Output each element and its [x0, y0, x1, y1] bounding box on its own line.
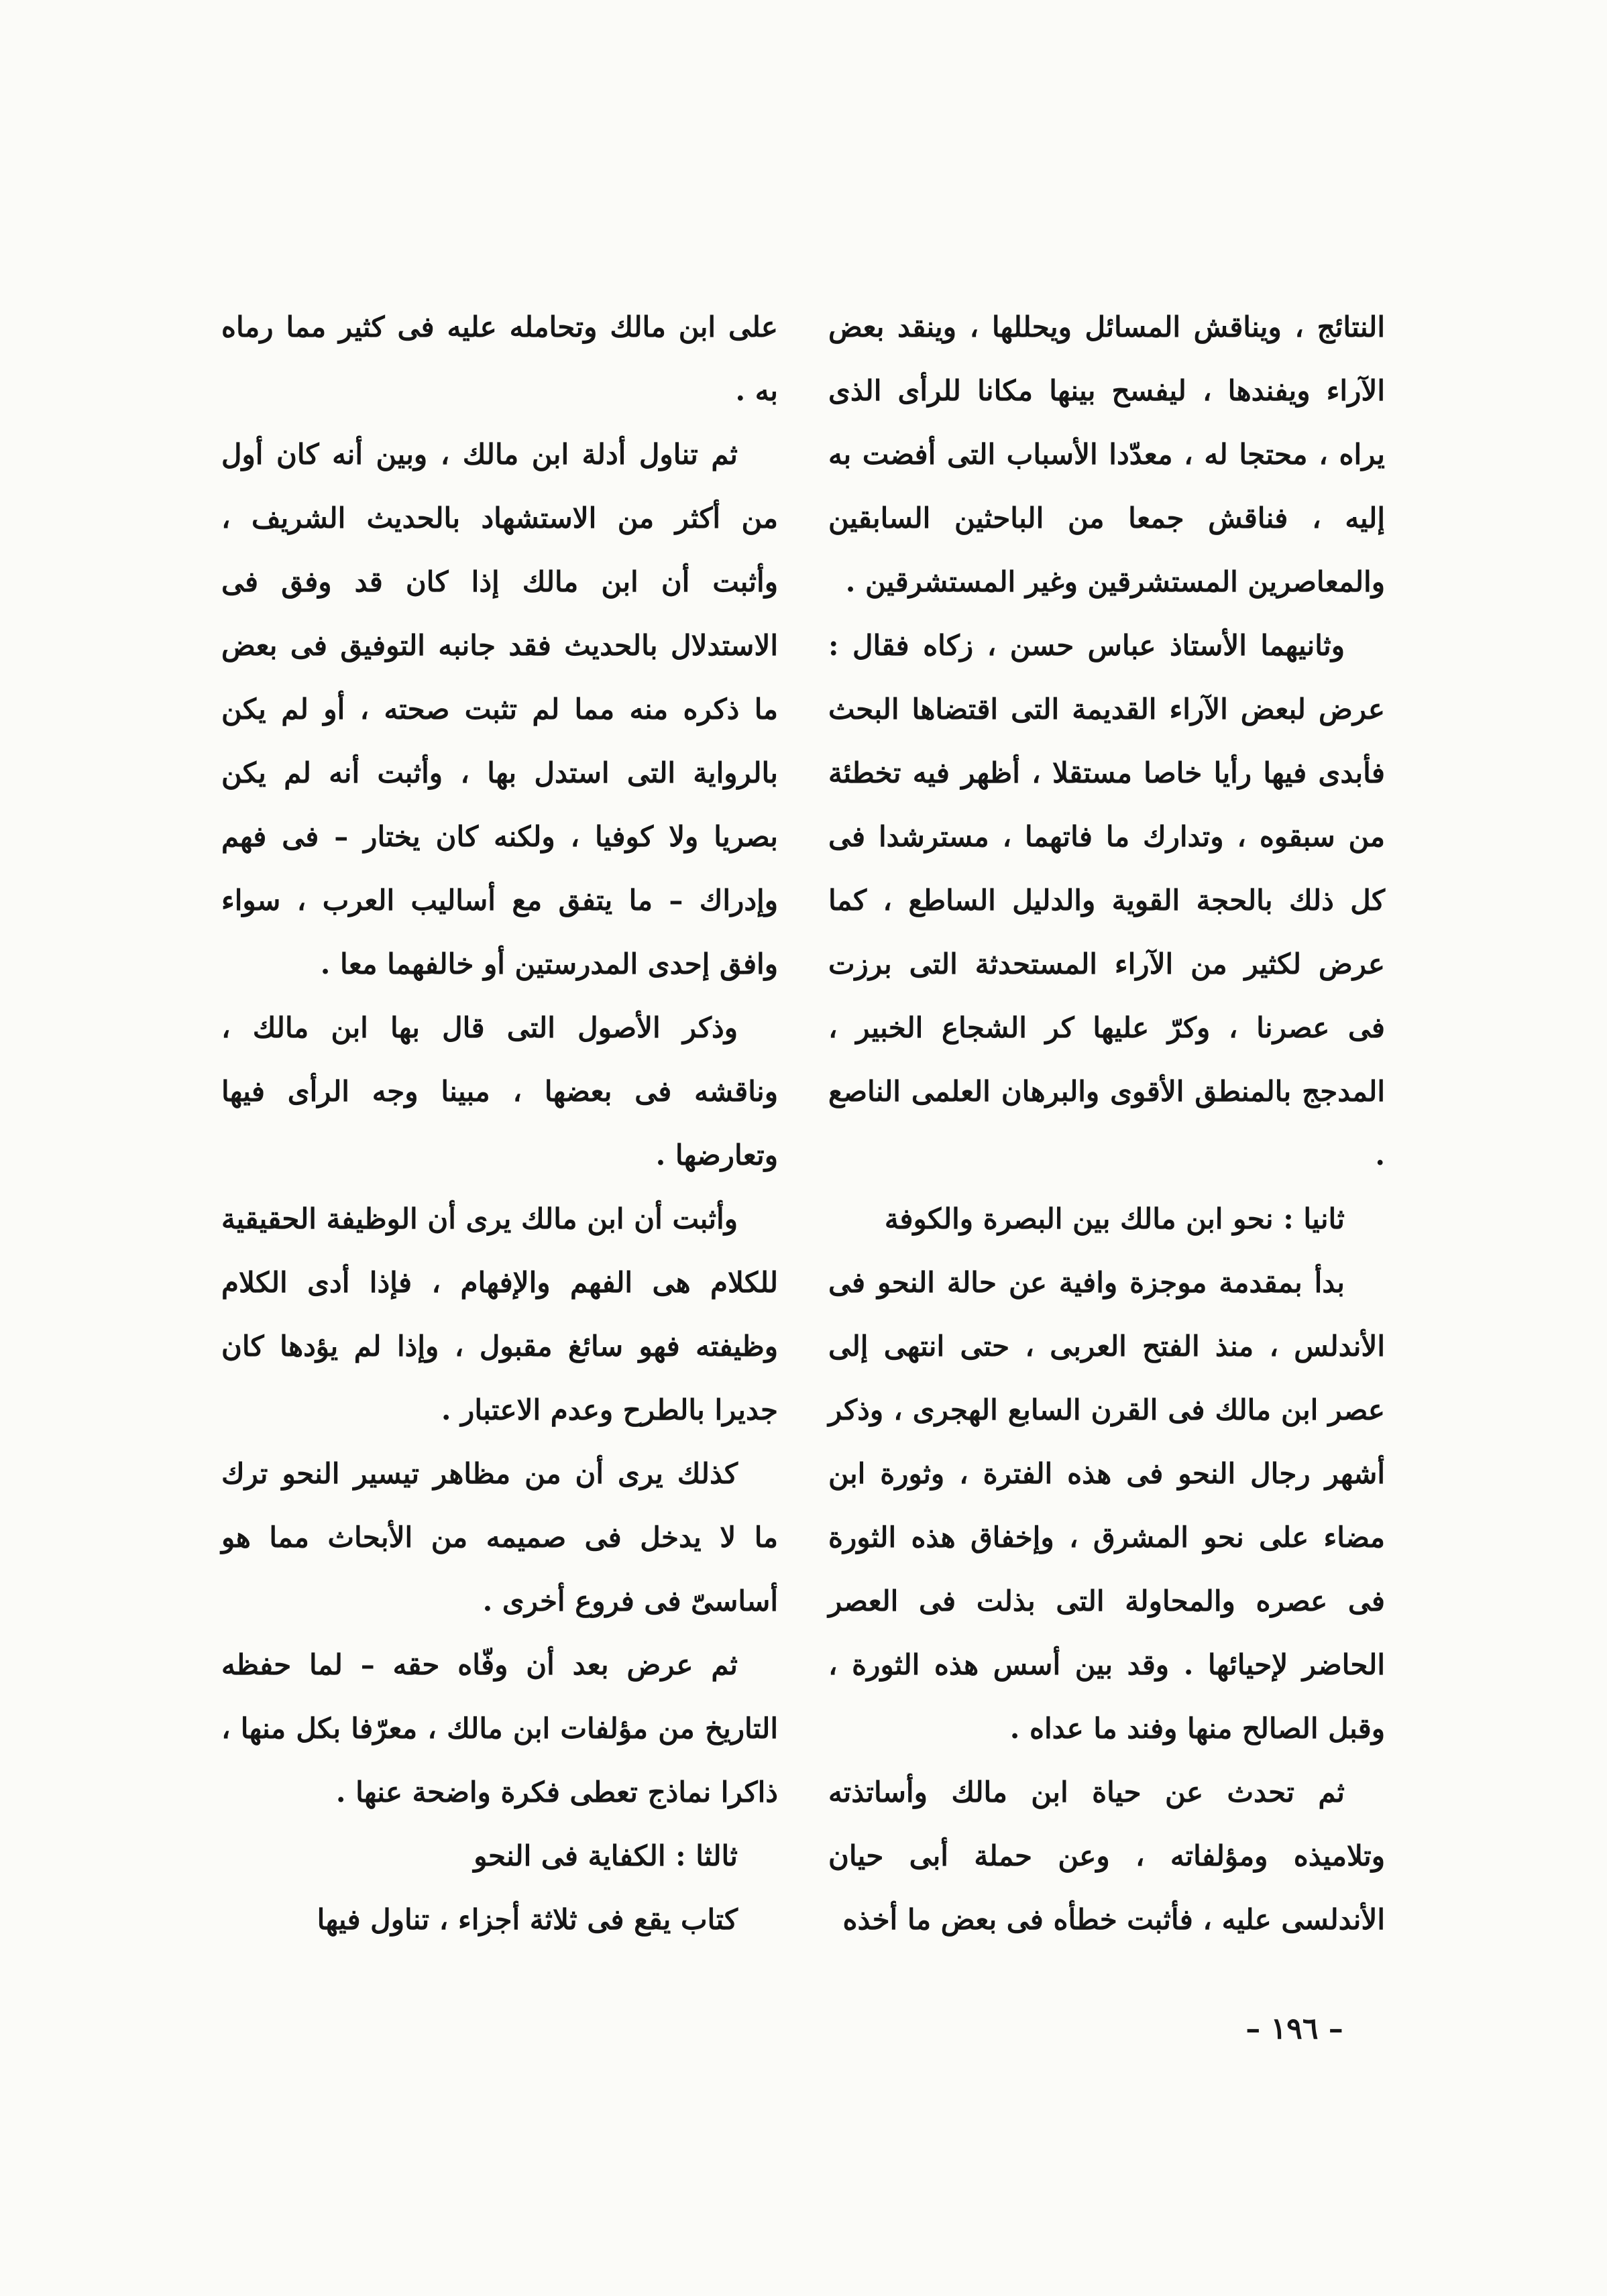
right-paragraph-4: ثم تحدث عن حياة ابن مالك وأساتذته وتلاميذه ومؤلفاته ، وعن حملة أبى حيان الأندلسى عليه ، فأثبت خطأه فى بعض ما أخذه — [828, 1776, 1385, 1936]
left-column — [221, 295, 778, 1951]
left-paragraph-7: كتاب يقع فى ثلاثة أجزاء ، تناول فيها — [317, 1903, 738, 1936]
right-paragraph-1: النتائج ، ويناقش المسائل ويحللها ، وينقد بعض الآراء ويفندها ، ليفسح بينها مكانا للرأى الذى يراه ، محتجا له ، معدّدا الأسباب التى أفضت به إليه ، فناقش جمعا من الباحثين السابقين والمعاصرين المستشرقين وغير المستشرقين . — [828, 310, 1385, 598]
left-paragraph-6: ثم عرض بعد أن وفّاه حقه – لما حفظه التاريخ من مؤلفات ابن مالك ، معرّفا بكل منها ، ذاكرا نماذج تعطى فكرة واضحة عنها . — [221, 1648, 778, 1809]
left-paragraph-5: كذلك يرى أن من مظاهر تيسير النحو ترك ما لا يدخل فى صميمه من الأبحاث مما هو أساسىّ فى فروع أخرى . — [221, 1457, 778, 1617]
section-heading-2: ثانيا : نحو ابن مالك بين البصرة والكوفة — [884, 1202, 1345, 1235]
page-number: – ١٩٦ – — [1245, 2012, 1343, 2046]
left-paragraph-1: على ابن مالك وتحامله عليه فى كثير مما رماه به . — [221, 310, 778, 407]
left-paragraph-4: وأثبت أن ابن مالك يرى أن الوظيفة الحقيقية للكلام هى الفهم والإفهام ، فإذا أدى الكلام وظيفته فهو سائغ مقبول ، وإذا لم يؤدها كان جديرا بالطرح وعدم الاعتبار . — [221, 1202, 778, 1426]
right-paragraph-2: وثانيهما الأستاذ عباس حسن ، زكاه فقال : عرض لبعض الآراء القديمة التى اقتضاها البحث فأبدى فيها رأيا خاصا مستقلا ، أظهر فيه تخطئة من سبقوه ، وتدارك ما فاتهما ، مسترشدا فى كل ذلك بالحجة القوية والدليل الساطع ، كما عرض لكثير من الآراء المستحدثة التى برزت فى عصرنا ، وكرّ عليها كر الشجاع الخبير ، المدجج بالمنطق الأقوى والبرهان العلمى الناصع . — [828, 629, 1385, 1171]
left-paragraph-3: وذكر الأصول التى قال بها ابن مالك ، وناقشه فى بعضها ، مبينا وجه الرأى فيها وتعارضها . — [221, 1011, 778, 1171]
left-paragraph-2: ثم تناول أدلة ابن مالك ، وبين أنه كان أول من أكثر من الاستشهاد بالحديث الشريف ، وأثبت أن ابن مالك إذا كان قد وفق فى الاستدلال بالحديث فقد جانبه التوفيق فى بعض ما ذكره منه مما لم تثبت صحته ، أو لم يكن بالرواية التى استدل بها ، وأثبت أنه لم يكن بصريا ولا كوفيا ، ولكنه كان يختار – فى فهم وإدراك – ما يتفق مع أساليب العرب ، سواء وافق إحدى المدرستين أو خالفهما معا . — [221, 438, 778, 980]
right-paragraph-3: بدأ بمقدمة موجزة وافية عن حالة النحو فى الأندلس ، منذ الفتح العربى ، حتى انتهى إلى عصر ابن مالك فى القرن السابع الهجرى ، وذكر أشهر رجال النحو فى هذه الفترة ، وثورة ابن مضاء على نحو المشرق ، وإخفاق هذه الثورة فى عصره والمحاولة التى بذلت فى العصر الحاضر لإحيائها . وقد بين أسس هذه الثورة ، وقبل الصالح منها وفند ما عداه . — [828, 1266, 1385, 1745]
right-column — [828, 295, 1385, 1951]
section-heading-3: ثالثا : الكفاية فى النحو — [474, 1839, 738, 1872]
